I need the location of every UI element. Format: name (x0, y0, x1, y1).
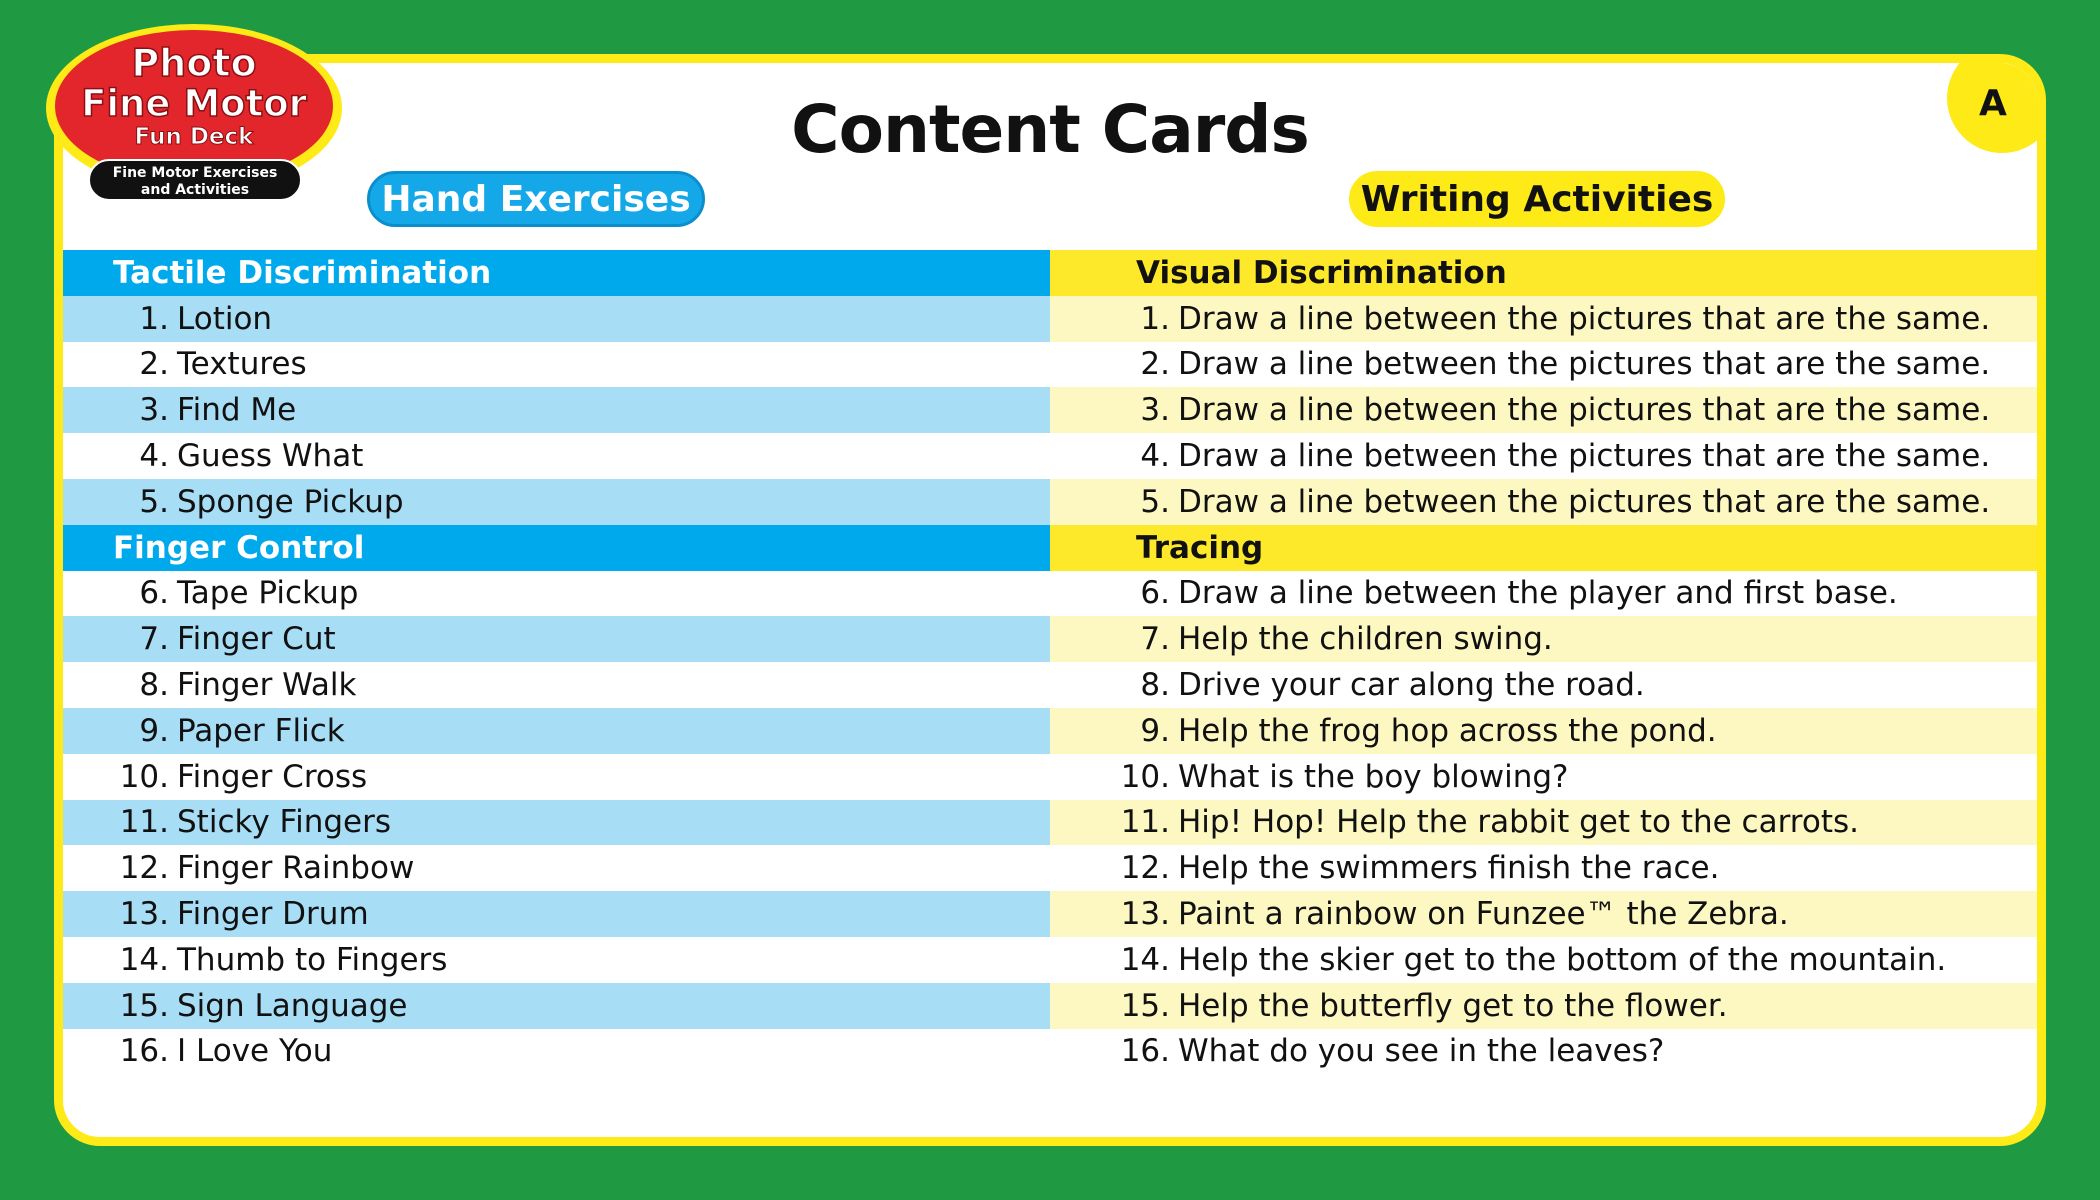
item-number: 4. (1140, 438, 1170, 475)
item-label: Finger Cross (177, 758, 368, 795)
list-item (63, 708, 1050, 754)
writing-activities-header: Writing Activities (1349, 171, 1725, 227)
item-number: 16. (1120, 1033, 1170, 1070)
list-item (1050, 296, 2037, 342)
list-item (1050, 891, 2037, 937)
list-item (1050, 479, 2037, 525)
item-number: 7. (1140, 621, 1170, 658)
item-label: Help the butterfly get to the flower. (1178, 987, 1728, 1024)
item-number: 2. (139, 346, 169, 383)
item-number: 3. (1140, 392, 1170, 429)
item-label: Finger Walk (177, 667, 357, 704)
list-item (63, 571, 1050, 617)
item-number: 12. (119, 850, 169, 887)
section-heading: Finger Control (63, 525, 1050, 571)
item-number: 4. (139, 438, 169, 475)
list-item (63, 662, 1050, 708)
item-number: 14. (119, 941, 169, 978)
item-number: 13. (119, 896, 169, 933)
logo-line1: Photo (131, 41, 257, 85)
item-number: 10. (119, 758, 169, 795)
item-label: What do you see in the leaves? (1178, 1033, 1665, 1070)
content-card (54, 54, 2046, 1146)
item-number: 9. (139, 712, 169, 749)
item-label: Draw a line between the pictures that are the same. (1178, 392, 1991, 429)
list-item (1050, 937, 2037, 983)
list-item (63, 983, 1050, 1029)
list-item (63, 800, 1050, 846)
item-label: Drive your car along the road. (1178, 667, 1645, 704)
list-item (63, 937, 1050, 983)
item-number: 7. (139, 621, 169, 658)
item-label: What is the boy blowing? (1178, 758, 1569, 795)
list-item (1050, 387, 2037, 433)
list-item (1050, 983, 2037, 1029)
item-label: Help the children swing. (1178, 621, 1553, 658)
list-item (1050, 800, 2037, 846)
list-item (63, 754, 1050, 800)
item-label: Finger Rainbow (177, 850, 415, 887)
fun-deck-logo (44, 20, 350, 210)
item-label: Textures (177, 346, 307, 383)
item-label: Sticky Fingers (177, 804, 392, 841)
logo-line3: Fun Deck (134, 124, 254, 150)
item-label: Help the frog hop across the pond. (1178, 712, 1717, 749)
item-label: Hip! Hop! Help the rabbit get to the carrots. (1178, 804, 1859, 841)
item-label: Draw a line between the pictures that are the same. (1178, 346, 1991, 383)
item-number: 8. (139, 667, 169, 704)
list-item (1050, 342, 2037, 388)
item-number: 6. (139, 575, 169, 612)
list-item (1050, 616, 2037, 662)
list-item (63, 433, 1050, 479)
logo-tagline1: Fine Motor Exercises (112, 165, 278, 181)
logo-tagline2: and Activities (140, 182, 250, 198)
item-label: Find Me (177, 392, 297, 429)
section-heading: Tactile Discrimination (63, 250, 1050, 296)
item-number: 6. (1140, 575, 1170, 612)
item-label: Sponge Pickup (177, 483, 404, 520)
item-label: Finger Cut (177, 621, 336, 658)
section-heading: Visual Discrimination (1050, 250, 2037, 296)
section-heading: Tracing (1050, 525, 2037, 571)
hand-exercises-column (63, 250, 1050, 1074)
item-label: I Love You (177, 1033, 333, 1070)
list-item (1050, 1029, 2037, 1075)
item-number: 10. (1120, 758, 1170, 795)
list-item (63, 296, 1050, 342)
list-item (63, 1029, 1050, 1075)
item-number: 11. (1120, 804, 1170, 841)
item-number: 5. (1140, 483, 1170, 520)
list-item (1050, 662, 2037, 708)
item-number: 15. (119, 987, 169, 1024)
item-number: 3. (139, 392, 169, 429)
item-number: 15. (1120, 987, 1170, 1024)
item-label: Draw a line between the pictures that are the same. (1178, 300, 1991, 337)
item-number: 9. (1140, 712, 1170, 749)
item-number: 13. (1120, 896, 1170, 933)
item-label: Paper Flick (177, 712, 345, 749)
item-label: Thumb to Fingers (177, 941, 448, 978)
item-number: 16. (119, 1033, 169, 1070)
content-table (63, 250, 2037, 1074)
item-number: 11. (119, 804, 169, 841)
writing-activities-column (1050, 250, 2037, 1074)
item-number: 8. (1140, 667, 1170, 704)
hand-exercises-header: Hand Exercises (367, 171, 705, 227)
item-label: Paint a rainbow on Funzee™ the Zebra. (1178, 896, 1789, 933)
item-number: 1. (1140, 300, 1170, 337)
list-item (1050, 845, 2037, 891)
list-item (63, 387, 1050, 433)
item-label: Draw a line between the pictures that are the same. (1178, 483, 1991, 520)
list-item (63, 845, 1050, 891)
logo-line2: Fine Motor (81, 82, 307, 125)
item-number: 2. (1140, 346, 1170, 383)
list-item (1050, 571, 2037, 617)
card-letter: A (1979, 83, 2007, 124)
item-label: Sign Language (177, 987, 408, 1024)
item-label: Draw a line between the pictures that are the same. (1178, 438, 1991, 475)
list-item (63, 342, 1050, 388)
list-item (63, 891, 1050, 937)
item-label: Help the skier get to the bottom of the mountain. (1178, 941, 1947, 978)
item-number: 14. (1120, 941, 1170, 978)
item-label: Guess What (177, 438, 364, 475)
item-label: Lotion (177, 300, 273, 337)
item-label: Tape Pickup (177, 575, 359, 612)
item-number: 5. (139, 483, 169, 520)
item-label: Draw a line between the player and first base. (1178, 575, 1898, 612)
list-item (63, 479, 1050, 525)
item-label: Finger Drum (177, 896, 369, 933)
list-item (1050, 754, 2037, 800)
item-label: Help the swimmers finish the race. (1178, 850, 1720, 887)
list-item (63, 616, 1050, 662)
page-title: Content Cards (791, 91, 1309, 168)
list-item (1050, 433, 2037, 479)
list-item (1050, 708, 2037, 754)
item-number: 12. (1120, 850, 1170, 887)
item-number: 1. (139, 300, 169, 337)
